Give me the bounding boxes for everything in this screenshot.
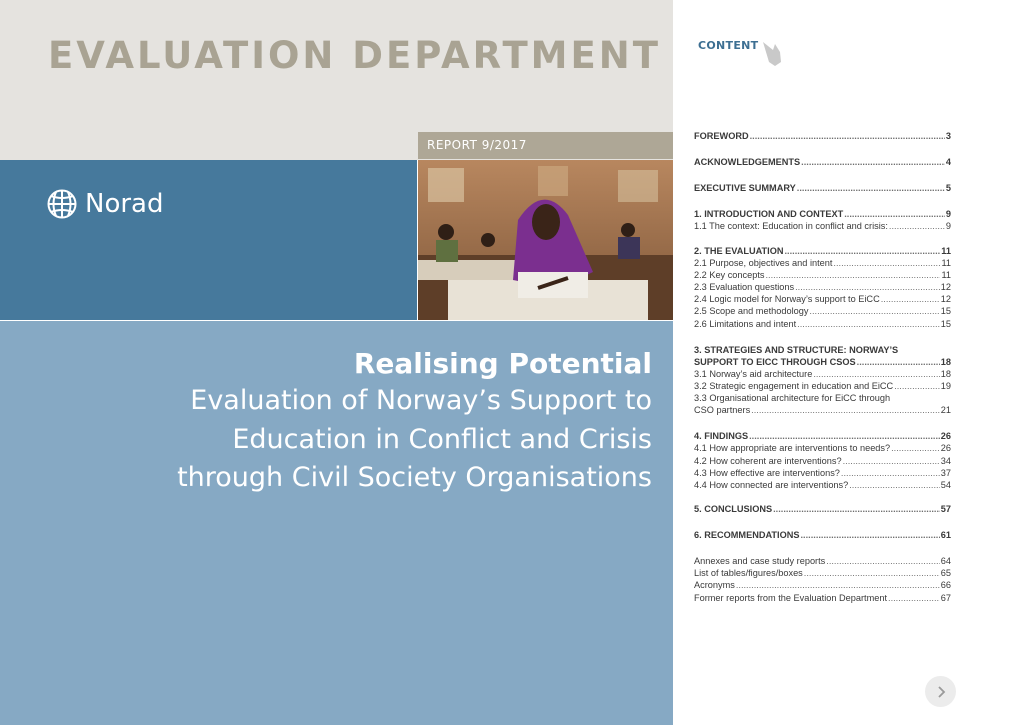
toc-entry-strategies-line-1[interactable]: 3. STRATEGIES AND STRUCTURE: NORWAY’S: [694, 345, 899, 355]
toc-entry-2-4[interactable]: 2.4 Logic model for Norway’s support to EiCC ..... 12: [694, 293, 951, 305]
toc-entry-3-3[interactable]: CSO partners ..... 21: [694, 404, 951, 416]
toc-entry-executive-summary[interactable]: EXECUTIVE SUMMARY ..... 5: [694, 182, 951, 194]
brand-band: [0, 160, 417, 320]
report-subtitle-line-3: through Civil Society Organisations: [177, 462, 652, 493]
report-number-tag: REPORT 9/2017: [418, 132, 673, 159]
toc-entry-3-3-line-1[interactable]: 3.3 Organisational architecture for EiCC through: [694, 393, 891, 403]
toc-entry-1-1[interactable]: 1.1 The context: Education in conflict and crisis: ..... 9: [694, 220, 951, 232]
hand-pointer-icon: [759, 38, 785, 68]
toc-entry-2-2[interactable]: 2.2 Key concepts ..... 11: [694, 269, 951, 281]
toc-entry-4-4[interactable]: 4.4 How connected are interventions? ..... 54: [694, 479, 951, 491]
report-subtitle-line-1: Evaluation of Norway’s Support to: [190, 385, 652, 416]
toc-entry-2-5[interactable]: 2.5 Scope and methodology ..... 15: [694, 305, 951, 317]
toc-entry-2-6[interactable]: 2.6 Limitations and intent ..... 15: [694, 318, 951, 330]
classroom-photo: [418, 160, 673, 320]
next-page-button[interactable]: [925, 676, 956, 707]
toc-entry-2-3[interactable]: 2.3 Evaluation questions ..... 12: [694, 281, 951, 293]
toc-entry-acronyms[interactable]: Acronyms ..... 66: [694, 579, 951, 591]
department-title: EVALUATION DEPARTMENT: [48, 34, 661, 77]
globe-icon: [47, 180, 79, 228]
toc-entry-2-1[interactable]: 2.1 Purpose, objectives and intent ..... 11: [694, 257, 951, 269]
toc-entry-acknowledgements[interactable]: ACKNOWLEDGEMENTS ..... 4: [694, 156, 951, 168]
contents-panel: [673, 0, 1024, 725]
norad-logo: [47, 180, 163, 228]
report-title: Realising Potential: [353, 347, 652, 380]
toc-entry-annexes[interactable]: Annexes and case study reports ..... 64: [694, 555, 951, 567]
toc-entry-conclusions[interactable]: 5. CONCLUSIONS ..... 57: [694, 503, 951, 515]
logo-text: Norad: [85, 189, 164, 219]
toc-entry-former-reports[interactable]: Former reports from the Evaluation Department ..... 67: [694, 592, 951, 604]
toc-entry-list-of-tables[interactable]: List of tables/figures/boxes ..... 65: [694, 567, 951, 579]
toc-entry-the-evaluation[interactable]: 2. THE EVALUATION ..... 11: [694, 245, 951, 257]
chevron-right-icon: [935, 685, 947, 699]
toc-entry-4-1[interactable]: 4.1 How appropriate are interventions to needs? ..... 26: [694, 442, 951, 454]
toc-entry-3-2[interactable]: 3.2 Strategic engagement in education and EiCC ..... 19: [694, 380, 951, 392]
contents-heading: CONTENT: [698, 39, 759, 52]
toc-entry-4-3[interactable]: 4.3 How effective are interventions? ..... 37: [694, 467, 951, 479]
cover-photo: [418, 160, 673, 320]
report-title-block: [177, 346, 652, 498]
report-subtitle-line-2: Education in Conflict and Crisis: [232, 423, 652, 455]
toc-entry-recommendations[interactable]: 6. RECOMMENDATIONS ..... 61: [694, 529, 951, 541]
toc-entry-strategies[interactable]: SUPPORT TO EICC THROUGH CSOS ..... 18: [694, 356, 951, 368]
toc-entry-3-1[interactable]: 3.1 Norway’s aid architecture ..... 18: [694, 368, 951, 380]
toc-entry-foreword[interactable]: FOREWORD ..... 3: [694, 130, 951, 142]
toc-entry-findings[interactable]: 4. FINDINGS ..... 26: [694, 430, 951, 442]
toc-entry-introduction[interactable]: 1. INTRODUCTION AND CONTEXT ..... 9: [694, 208, 951, 220]
title-band: [0, 321, 673, 725]
toc-entry-4-2[interactable]: 4.2 How coherent are interventions? ..... 34: [694, 455, 951, 467]
